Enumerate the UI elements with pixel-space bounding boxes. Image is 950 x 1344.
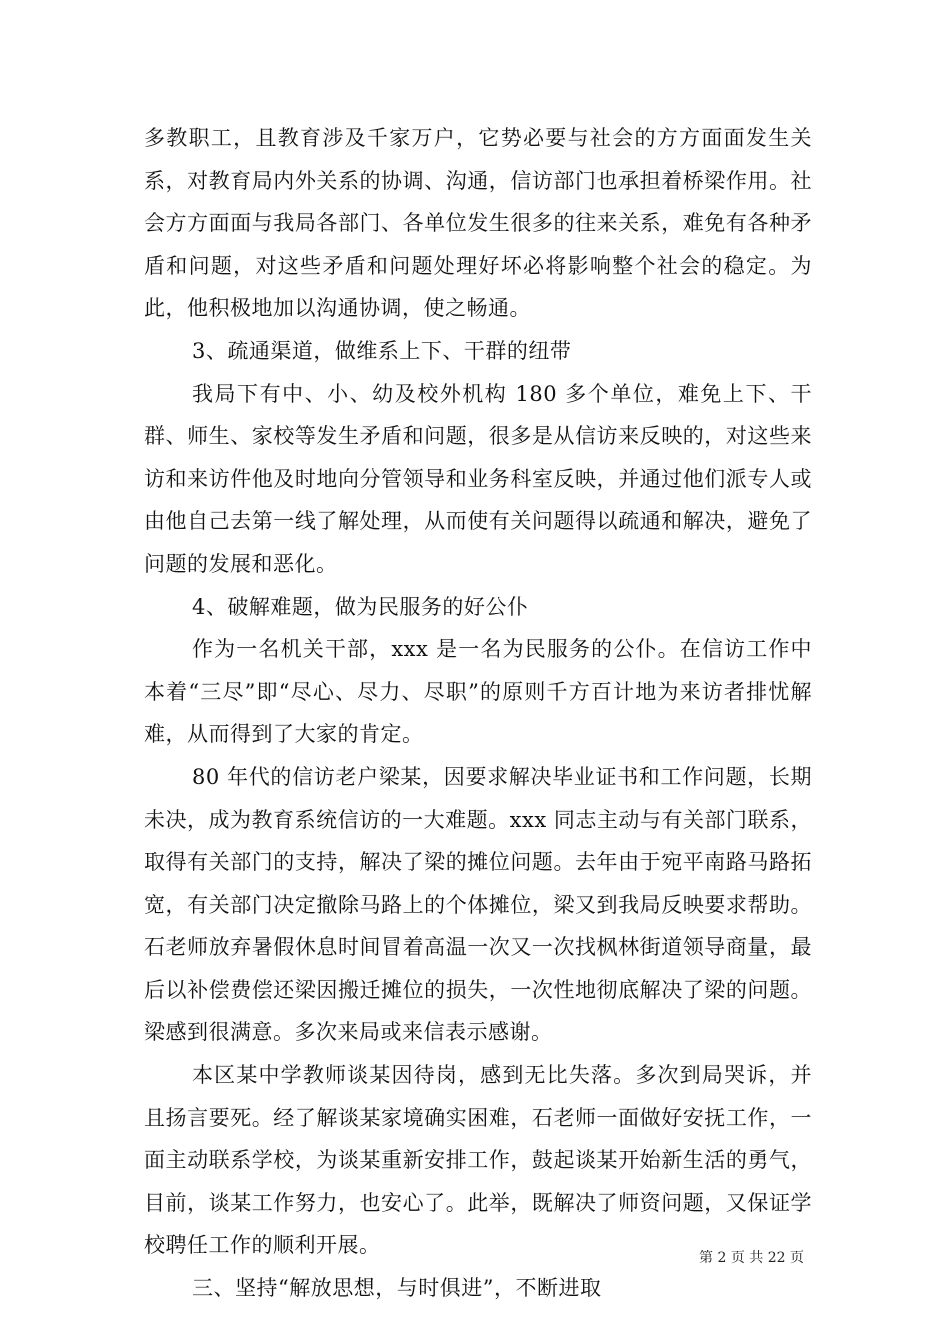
- document-body: [144, 117, 812, 1310]
- section-heading-4: 4、破解难题，做为民服务的好公仆: [192, 594, 529, 619]
- section-heading-three: 三、坚持“解放思想，与时俱进”，不断进取: [192, 1276, 602, 1301]
- page-number-footer: 第 2 页 共 22 页: [699, 1250, 804, 1266]
- paragraph: 本区某中学教师谈某因待岗，感到无比失落。多次到局哭诉，并且扬言要死。经了解谈某家境确实困难，石老师一面做好安抚工作，一面主动联系学校，为谈某重新安排工作，鼓起谈某开始新生活的勇气，目前，谈某工作努力，也安心了。此举，既解决了师资问题，又保证学校聘任工作的顺利开展。: [144, 1063, 812, 1258]
- paragraph: 作为一名机关干部，xxx 是一名为民服务的公仆。在信访工作中本着“三尽”即“尽心、尽力、尽职”的原则千方百计地为来访者排忧解难，从而得到了大家的肯定。: [144, 637, 812, 747]
- section-heading-3: 3、疏通渠道，做维系上下、干群的纽带: [192, 338, 572, 363]
- paragraph: 我局下有中、小、幼及校外机构 180 多个单位，难免上下、干群、师生、家校等发生矛盾和问题，很多是从信访来反映的，对这些来访和来访件他及时地向分管领导和业务科室反映，并通过他们派专人或由他自己去第一线了解处理，从而使有关问题得以疏通和解决，避免了问题的发展和恶化。: [144, 381, 812, 576]
- paragraph: 80 年代的信访老户梁某，因要求解决毕业证书和工作问题，长期未决，成为教育系统信访的一大难题。xxx 同志主动与有关部门联系，取得有关部门的支持，解决了梁的摊位问题。去年由于宛平南路马路拓宽，有关部门决定撤除马路上的个体摊位，梁又到我局反映要求帮助。石老师放弃暑假休息时间冒着高温一次又一次找枫林街道领导商量，最后以补偿费偿还梁因搬迁摊位的损失，一次性地彻底解决了梁的问题。梁感到很满意。多次来局或来信表示感谢。: [144, 764, 812, 1045]
- paragraph-continuation: 多教职工，且教育涉及千家万户，它势必要与社会的方方面面发生关系，对教育局内外关系的协调、沟通，信访部门也承担着桥梁作用。社会方方面面与我局各部门、各单位发生很多的往来关系，难免有各种矛盾和问题，对这些矛盾和问题处理好坏必将影响整个社会的稳定。为此，他积极地加以沟通协调，使之畅通。: [144, 126, 812, 321]
